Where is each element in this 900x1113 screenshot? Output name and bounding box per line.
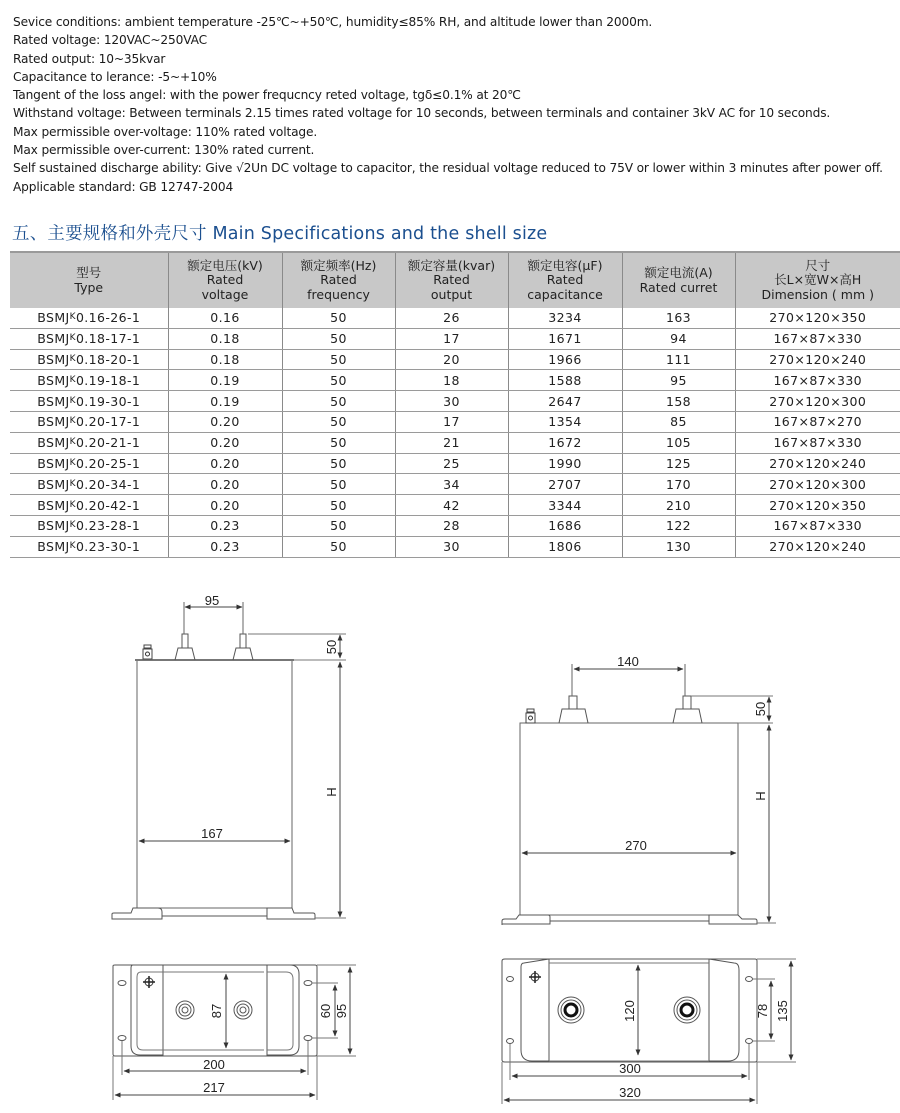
dim-small-base-depth: 87 <box>209 1003 224 1019</box>
spec-max-over-voltage: Max permissible over-voltage: 110% rated voltage. <box>13 124 318 139</box>
cell-type: $BSMJ^K0.20-21-1$ <box>10 432 168 453</box>
cell-dimension: 270×120×350 <box>735 308 900 328</box>
cell-rated-frequency: 50 <box>282 453 395 474</box>
dim-large-base-depth: 120 <box>622 1000 637 1022</box>
spec-rated-voltage: Rated voltage: 120VAC~250VAC <box>13 33 207 48</box>
cell-rated-current: 105 <box>622 432 735 453</box>
cell-rated-capacitance: 1990 <box>508 453 622 474</box>
cell-rated-voltage: 0.19 <box>168 370 282 391</box>
cell-type: $BSMJ^K0.20-42-1$ <box>10 495 168 516</box>
cell-rated-capacitance: 1671 <box>508 328 622 349</box>
cell-rated-capacitance: 1588 <box>508 370 622 391</box>
dim-large-hole-spacing-h: 300 <box>619 1061 641 1076</box>
dim-small-width: 167 <box>201 826 223 841</box>
spec-service-conditions: Sevice conditions: ambient temperature -25℃~+50℃, humidity≤85% RH, and altitude lower than 2000m. <box>13 15 653 29</box>
header-rated-voltage: 额定电压(kV) Rated voltage <box>168 252 282 308</box>
cell-rated-capacitance: 3234 <box>508 308 622 328</box>
cell-rated-current: 85 <box>622 411 735 432</box>
cell-rated-current: 170 <box>622 474 735 495</box>
spec-discharge-ability: Self sustained discharge ability: Give √2Un DC voltage to capacitor, the residual voltage reduced to 75V or lower within 3 minutes after power off. <box>13 161 883 176</box>
cell-dimension: 270×120×240 <box>735 536 900 557</box>
cell-rated-frequency: 50 <box>282 411 395 432</box>
large-front-view <box>502 654 776 925</box>
spec-capacitance-tolerance: Capacitance to lerance: -5~+10% <box>13 69 217 84</box>
cell-rated-voltage: 0.18 <box>168 328 282 349</box>
cell-rated-output: 30 <box>395 391 508 412</box>
spec-max-over-current: Max permissible over-current: 130% rated current. <box>13 143 315 158</box>
header-type: 型号 Type <box>10 252 168 308</box>
cell-rated-current: 163 <box>622 308 735 328</box>
cell-rated-output: 42 <box>395 495 508 516</box>
cell-rated-output: 18 <box>395 370 508 391</box>
cell-rated-output: 20 <box>395 349 508 370</box>
cell-rated-capacitance: 1686 <box>508 515 622 536</box>
dim-large-terminal-height: 50 <box>753 701 768 717</box>
cell-rated-current: 111 <box>622 349 735 370</box>
cell-rated-current: 122 <box>622 515 735 536</box>
cell-rated-current: 95 <box>622 370 735 391</box>
cell-rated-current: 130 <box>622 536 735 557</box>
cell-rated-frequency: 50 <box>282 536 395 557</box>
cell-type: $BSMJ^K0.19-30-1$ <box>10 391 168 412</box>
header-rated-current: 额定电流(A) Rated curret <box>622 252 735 308</box>
cell-rated-capacitance: 1672 <box>508 432 622 453</box>
cell-rated-output: 17 <box>395 328 508 349</box>
dim-large-width: 270 <box>625 838 647 853</box>
dim-small-base-length: 217 <box>203 1080 225 1095</box>
cell-rated-frequency: 50 <box>282 370 395 391</box>
cell-rated-capacitance: 1806 <box>508 536 622 557</box>
dim-small-terminal-spacing: 95 <box>204 593 220 608</box>
cell-type: $BSMJ^K0.18-17-1$ <box>10 328 168 349</box>
cell-rated-voltage: 0.16 <box>168 308 282 328</box>
cell-rated-current: 125 <box>622 453 735 474</box>
dim-large-height: H <box>753 791 768 801</box>
spec-applicable-standard: Applicable standard: GB 12747-2004 <box>13 179 234 194</box>
cell-rated-current: 158 <box>622 391 735 412</box>
small-front-view <box>112 593 346 919</box>
cell-dimension: 167×87×330 <box>735 370 900 391</box>
spec-rated-output: Rated output: 10~35kvar <box>13 51 166 66</box>
dim-small-base-height: 95 <box>334 1003 349 1019</box>
spec-withstand-voltage: Withstand voltage: Between terminals 2.15 times rated voltage for 10 seconds, between terminals and container 3kV AC for 10 seconds. <box>13 106 831 121</box>
cell-rated-capacitance: 1966 <box>508 349 622 370</box>
cell-type: $BSMJ^K0.20-17-1$ <box>10 411 168 432</box>
cell-rated-output: 25 <box>395 453 508 474</box>
cell-dimension: 270×120×300 <box>735 474 900 495</box>
cell-type: $BSMJ^K0.23-30-1$ <box>10 536 168 557</box>
dim-large-base-length: 320 <box>619 1085 641 1100</box>
cell-rated-voltage: 0.20 <box>168 495 282 516</box>
cell-dimension: 270×120×300 <box>735 391 900 412</box>
cell-rated-voltage: 0.20 <box>168 453 282 474</box>
dim-small-hole-spacing-h: 200 <box>203 1057 225 1072</box>
cell-rated-voltage: 0.20 <box>168 474 282 495</box>
dim-small-hole-spacing-v: 60 <box>318 1003 333 1019</box>
cell-type: $BSMJ^K0.20-34-1$ <box>10 474 168 495</box>
large-bottom-view <box>502 959 796 1104</box>
cell-rated-voltage: 0.23 <box>168 515 282 536</box>
cell-rated-current: 94 <box>622 328 735 349</box>
cell-rated-frequency: 50 <box>282 432 395 453</box>
cell-type: $BSMJ^K0.16-26-1$ <box>10 308 168 328</box>
cell-rated-voltage: 0.18 <box>168 349 282 370</box>
cell-rated-frequency: 50 <box>282 308 395 328</box>
cell-rated-voltage: 0.20 <box>168 432 282 453</box>
dim-large-hole-spacing-v: 78 <box>755 1003 770 1019</box>
cell-rated-output: 28 <box>395 515 508 536</box>
cell-dimension: 167×87×330 <box>735 328 900 349</box>
cell-dimension: 167×87×330 <box>735 432 900 453</box>
cell-rated-frequency: 50 <box>282 328 395 349</box>
cell-rated-capacitance: 2707 <box>508 474 622 495</box>
dim-small-height: H <box>324 787 339 797</box>
cell-rated-frequency: 50 <box>282 495 395 516</box>
header-rated-output: 额定容量(kvar) Rated output <box>395 252 508 308</box>
cell-rated-output: 21 <box>395 432 508 453</box>
small-bottom-view <box>113 965 356 1100</box>
cell-dimension: 167×87×270 <box>735 411 900 432</box>
cell-rated-capacitance: 2647 <box>508 391 622 412</box>
cell-rated-frequency: 50 <box>282 515 395 536</box>
header-rated-capacitance: 额定电容(μF) Rated capacitance <box>508 252 622 308</box>
cell-rated-output: 34 <box>395 474 508 495</box>
dim-large-terminal-spacing: 140 <box>617 654 639 669</box>
header-dimension: 尺寸 长L×宽W×高H Dimension ( mm ) <box>735 252 900 308</box>
cell-rated-frequency: 50 <box>282 349 395 370</box>
header-rated-frequency: 额定频率(Hz) Rated frequency <box>282 252 395 308</box>
cell-rated-voltage: 0.19 <box>168 391 282 412</box>
cell-rated-output: 30 <box>395 536 508 557</box>
cell-rated-capacitance: 1354 <box>508 411 622 432</box>
cell-rated-capacitance: 3344 <box>508 495 622 516</box>
cell-dimension: 270×120×240 <box>735 453 900 474</box>
cell-rated-current: 210 <box>622 495 735 516</box>
dim-small-terminal-height: 50 <box>324 639 339 655</box>
dim-large-base-height: 135 <box>775 1000 790 1022</box>
cell-rated-output: 26 <box>395 308 508 328</box>
cell-type: $BSMJ^K0.19-18-1$ <box>10 370 168 391</box>
cell-rated-output: 17 <box>395 411 508 432</box>
cell-type: $BSMJ^K0.18-20-1$ <box>10 349 168 370</box>
cell-rated-frequency: 50 <box>282 391 395 412</box>
cell-dimension: 270×120×350 <box>735 495 900 516</box>
spec-loss-tangent: Tangent of the loss angel: with the power frequcncy reted voltage, tgδ≤0.1% at 20℃ <box>13 88 521 103</box>
cell-type: $BSMJ^K0.20-25-1$ <box>10 453 168 474</box>
cell-rated-frequency: 50 <box>282 474 395 495</box>
cell-dimension: 167×87×330 <box>735 515 900 536</box>
cell-rated-voltage: 0.23 <box>168 536 282 557</box>
cell-dimension: 270×120×240 <box>735 349 900 370</box>
section-title: 五、主要规格和外壳尺寸 Main Specifications and the shell size <box>12 224 548 244</box>
cell-rated-voltage: 0.20 <box>168 411 282 432</box>
cell-type: $BSMJ^K0.23-28-1$ <box>10 515 168 536</box>
